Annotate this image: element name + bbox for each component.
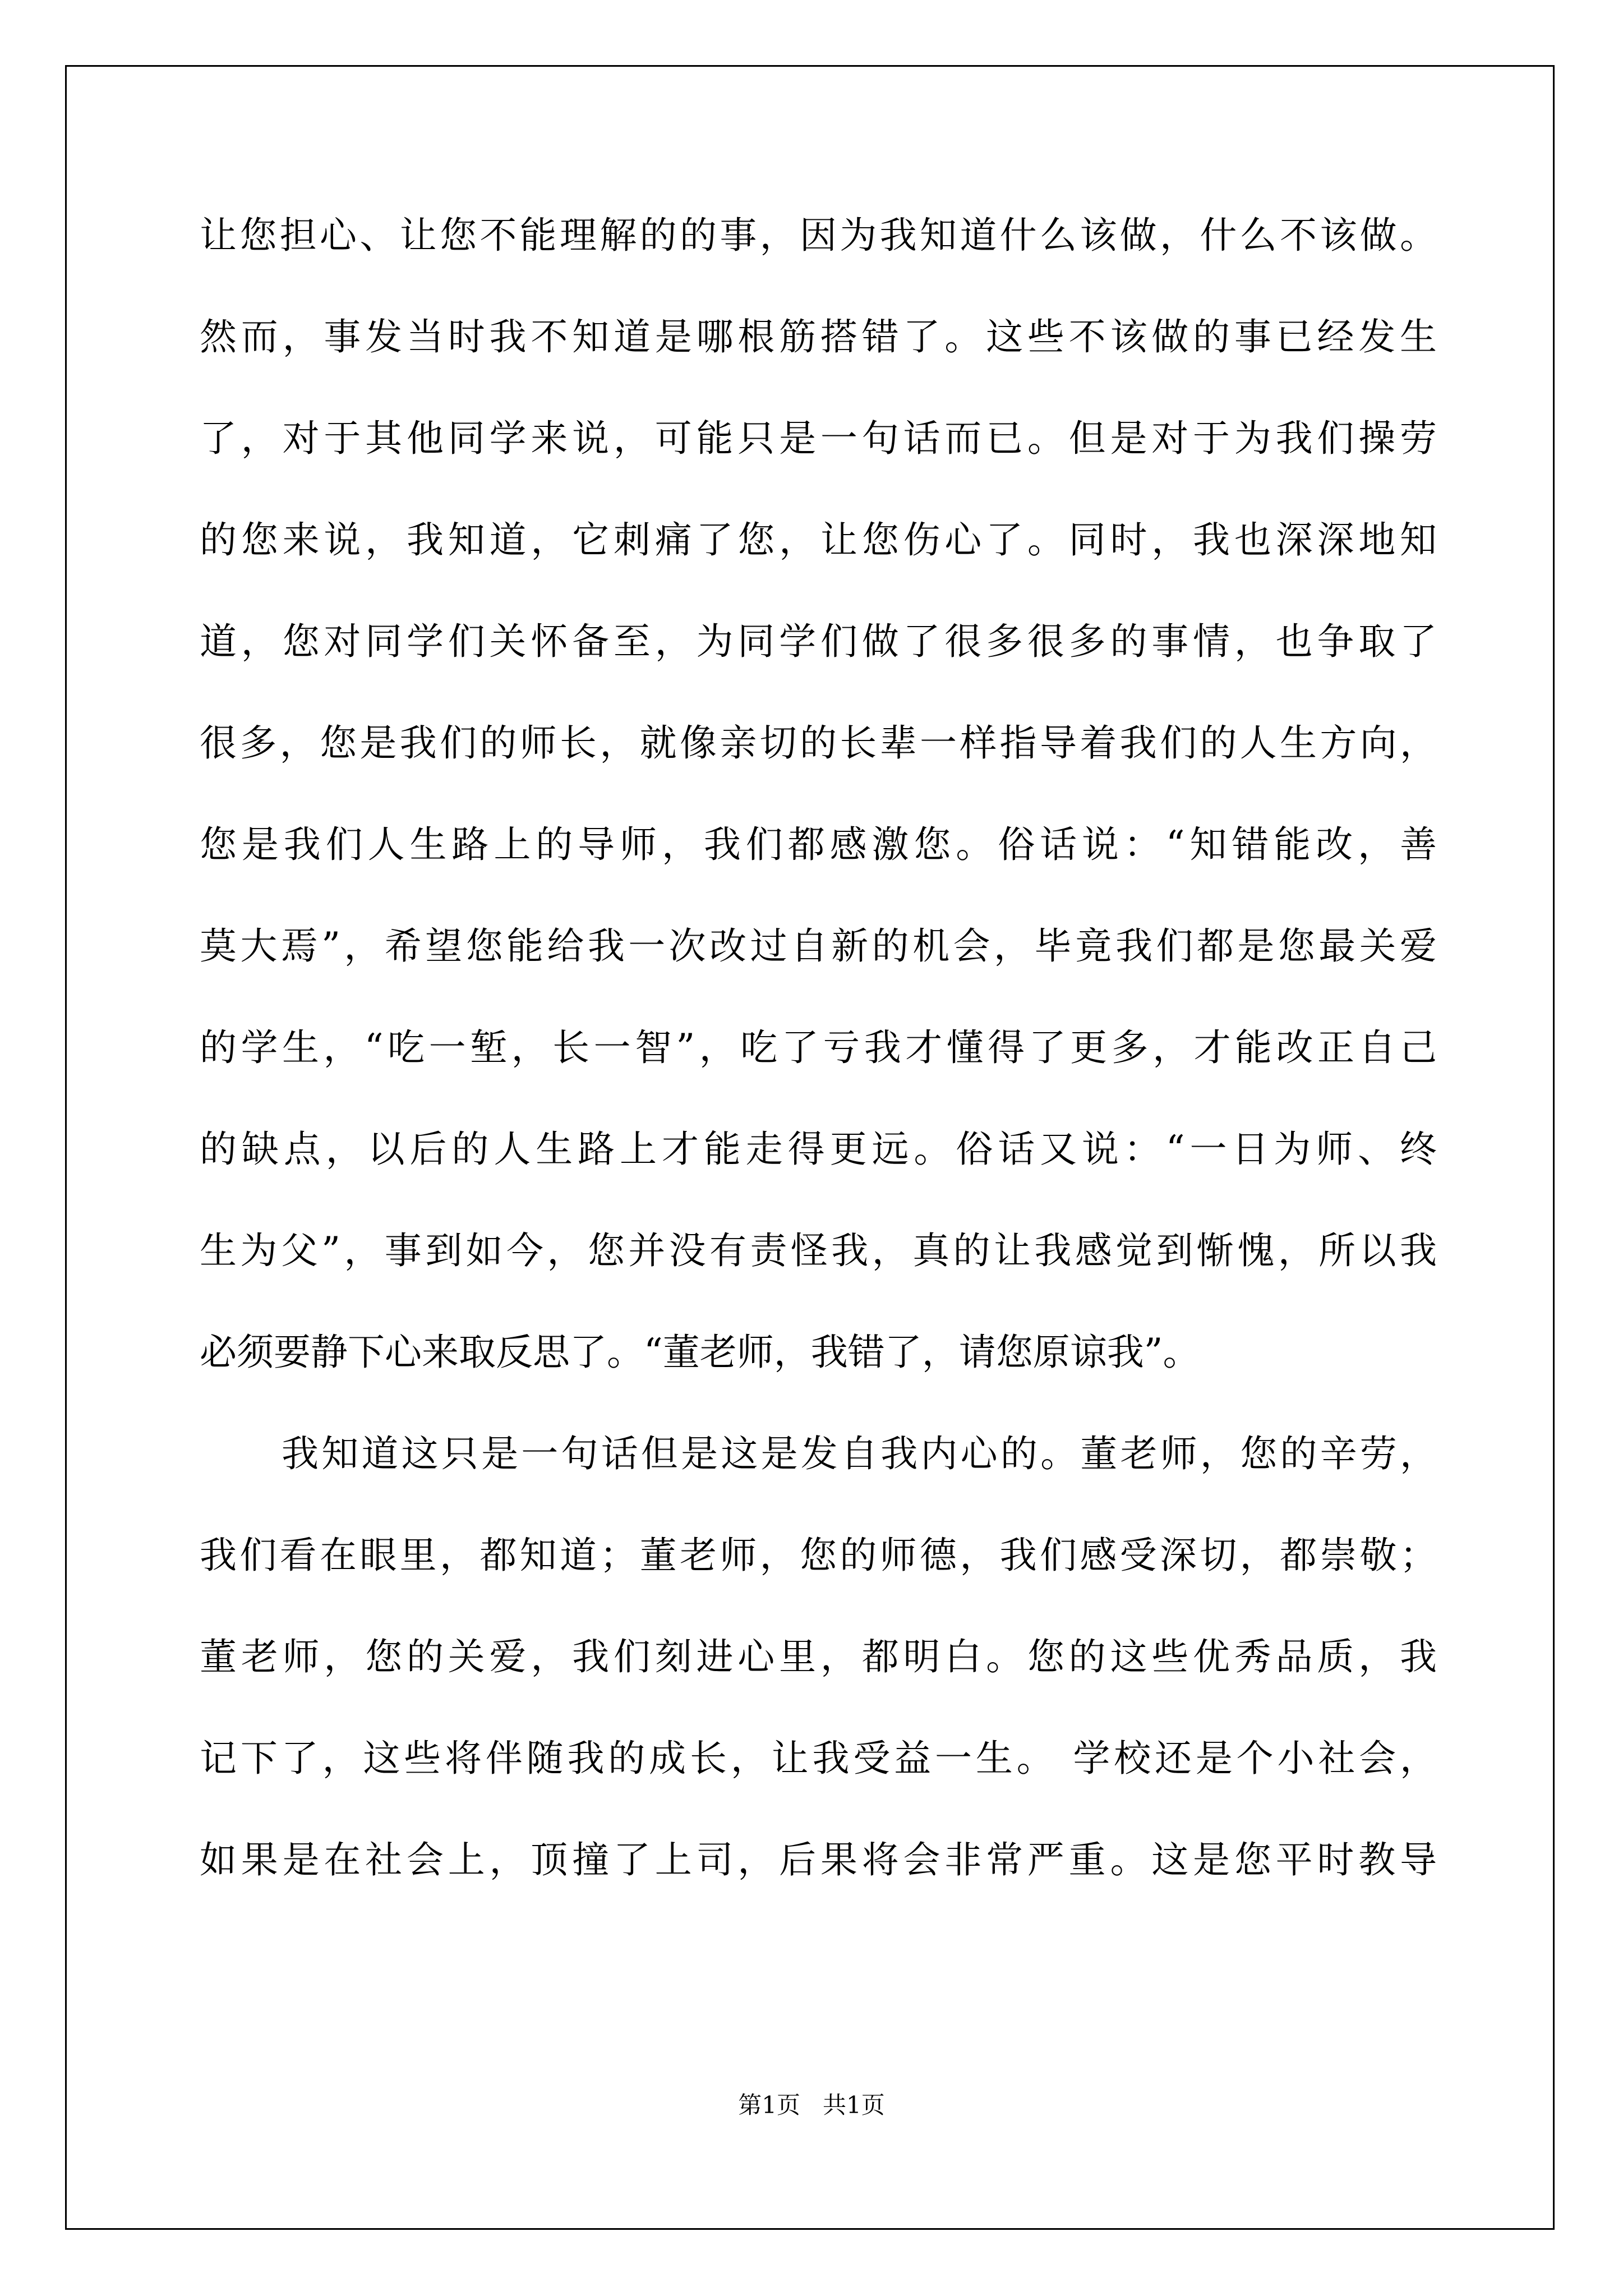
paragraph-2: [200, 1420, 1437, 1928]
text-line: 生为父”，事到如今，您并没有责怪我，真的让我感觉到惭愧，所以我: [200, 1229, 1437, 1272]
text-line: 我们看在眼里，都知道；董老师，您的师德，我们感受深切，都崇敬；: [200, 1534, 1437, 1577]
text-line: 记下了，这些将伴随我的成长，让我受益一生。 学校还是个小社会，: [200, 1737, 1437, 1780]
text-line: 您是我们人生路上的导师，我们都感激您。俗话说：“知错能改，善: [200, 823, 1437, 866]
text-line: 道，您对同学们关怀备至，为同学们做了很多很多的事情，也争取了: [200, 620, 1437, 663]
text-line: 如果是在社会上，顶撞了上司，后果将会非常严重。这是您平时教导: [200, 1838, 1437, 1881]
text-line: 我知道这只是一句话但是这是发自我内心的。董老师，您的辛劳，: [282, 1432, 1437, 1475]
text-line: 很多，您是我们的师长，就像亲切的长辈一样指导着我们的人生方向，: [200, 721, 1437, 765]
text-line: 然而，事发当时我不知道是哪根筋搭错了。这些不该做的事已经发生: [200, 315, 1437, 358]
text-line: 了，对于其他同学来说，可能只是一句话而已。但是对于为我们操劳: [200, 417, 1437, 460]
text-line: 莫大焉”，希望您能给我一次改过自新的机会，毕竟我们都是您最关爱: [200, 924, 1437, 968]
document-body: [200, 202, 1437, 1928]
paragraph-1: [200, 202, 1437, 1420]
text-line: 让您担心、让您不能理解的的事，因为我知道什么该做，什么不该做。: [200, 214, 1437, 257]
text-line: 的学生，“吃一堑，长一智”，吃了亏我才懂得了更多，才能改正自己: [200, 1026, 1437, 1069]
text-line: 董老师，您的关爱，我们刻进心里，都明白。您的这些优秀品质，我: [200, 1635, 1437, 1678]
text-line: 的您来说，我知道，它刺痛了您，让您伤心了。同时，我也深深地知: [200, 518, 1437, 562]
text-line: 必须要静下心来取反思了。“董老师，我错了，请您原谅我”。: [200, 1331, 1200, 1374]
text-line: 的缺点，以后的人生路上才能走得更远。俗话又说：“一日为师、终: [200, 1128, 1437, 1171]
page-footer: 第1页 共1页: [738, 2091, 885, 2119]
